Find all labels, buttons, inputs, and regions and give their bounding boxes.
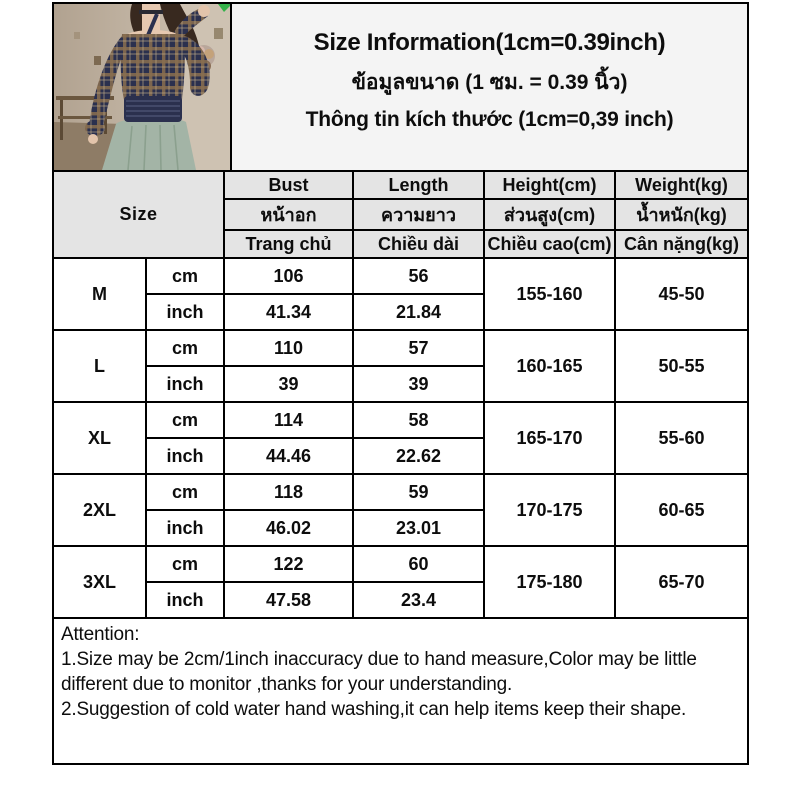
size-cell-XL: XL	[53, 402, 146, 474]
weight-M: 45-50	[615, 258, 748, 330]
col-header-weight-th: น้ำหนัก(kg)	[615, 199, 748, 230]
attention-heading: Attention:	[61, 624, 140, 645]
product-photo	[54, 4, 232, 170]
bust-inch-XL: 44.46	[224, 438, 353, 474]
col-header-height-th: ส่วนสูง(cm)	[484, 199, 615, 230]
unit-cm-cell: cm	[146, 330, 224, 366]
bust-inch-M: 41.34	[224, 294, 353, 330]
attention-line-1: 1.Size may be 2cm/1inch inaccuracy due to hand measure,Color may be little different due to monitor ,thanks for your understanding.	[61, 649, 697, 696]
height-3XL: 175-180	[484, 546, 615, 618]
length-cm-M: 56	[353, 258, 484, 294]
top-section	[52, 2, 749, 170]
attention-line-2: 2.Suggestion of cold water hand washing,it can help items keep their shape.	[61, 699, 687, 721]
height-M: 155-160	[484, 258, 615, 330]
length-cm-L: 57	[353, 330, 484, 366]
col-header-length-vi: Chiều dài	[353, 230, 484, 258]
row-2XL-cm	[53, 474, 748, 510]
title-thai: ข้อมูลขนาด (1 ซม. = 0.39 นิ้ว)	[351, 70, 628, 94]
title-vietnamese: Thông tin kích thước (1cm=0,39 inch)	[305, 107, 674, 131]
product-photo-illustration	[54, 4, 230, 170]
row-L-cm	[53, 330, 748, 366]
length-cm-XL: 58	[353, 402, 484, 438]
unit-cm-cell: cm	[146, 402, 224, 438]
bust-inch-L: 39	[224, 366, 353, 402]
weight-XL: 55-60	[615, 402, 748, 474]
col-header-weight-vi: Cân nặng(kg)	[615, 230, 748, 258]
bust-cm-3XL: 122	[224, 546, 353, 582]
height-2XL: 170-175	[484, 474, 615, 546]
attention-note	[52, 619, 749, 765]
length-inch-XL: 22.62	[353, 438, 484, 474]
row-XL-cm	[53, 402, 748, 438]
col-header-bust-th: หน้าอก	[224, 199, 353, 230]
unit-cm-cell: cm	[146, 474, 224, 510]
row-3XL-cm	[53, 546, 748, 582]
size-table	[52, 170, 749, 619]
length-inch-2XL: 23.01	[353, 510, 484, 546]
col-header-height-en: Height(cm)	[484, 171, 615, 199]
size-cell-M: M	[53, 258, 146, 330]
bust-cm-XL: 114	[224, 402, 353, 438]
col-header-length-th: ความยาว	[353, 199, 484, 230]
unit-cm-cell: cm	[146, 546, 224, 582]
row-M-cm	[53, 258, 748, 294]
header-row-english	[53, 171, 748, 199]
length-inch-L: 39	[353, 366, 484, 402]
unit-inch-cell: inch	[146, 582, 224, 618]
bust-cm-2XL: 118	[224, 474, 353, 510]
title-english: Size Information(1cm=0.39inch)	[313, 28, 666, 56]
unit-cm-cell: cm	[146, 258, 224, 294]
bust-inch-2XL: 46.02	[224, 510, 353, 546]
size-cell-L: L	[53, 330, 146, 402]
height-XL: 165-170	[484, 402, 615, 474]
size-cell-3XL: 3XL	[53, 546, 146, 618]
length-cm-3XL: 60	[353, 546, 484, 582]
col-header-bust-vi: Trang chủ	[224, 230, 353, 258]
col-header-length-en: Length	[353, 171, 484, 199]
size-cell-2XL: 2XL	[53, 474, 146, 546]
height-L: 160-165	[484, 330, 615, 402]
weight-L: 50-55	[615, 330, 748, 402]
size-chart-sheet	[52, 2, 749, 765]
length-inch-3XL: 23.4	[353, 582, 484, 618]
col-header-bust-en: Bust	[224, 171, 353, 199]
col-header-height-vi: Chiều cao(cm)	[484, 230, 615, 258]
unit-inch-cell: inch	[146, 294, 224, 330]
length-inch-M: 21.84	[353, 294, 484, 330]
weight-2XL: 60-65	[615, 474, 748, 546]
unit-inch-cell: inch	[146, 510, 224, 546]
title-block	[232, 4, 747, 170]
weight-3XL: 65-70	[615, 546, 748, 618]
unit-inch-cell: inch	[146, 438, 224, 474]
bust-cm-M: 106	[224, 258, 353, 294]
length-cm-2XL: 59	[353, 474, 484, 510]
size-header-cell: Size	[53, 171, 224, 258]
col-header-weight-en: Weight(kg)	[615, 171, 748, 199]
bust-inch-3XL: 47.58	[224, 582, 353, 618]
unit-inch-cell: inch	[146, 366, 224, 402]
bust-cm-L: 110	[224, 330, 353, 366]
